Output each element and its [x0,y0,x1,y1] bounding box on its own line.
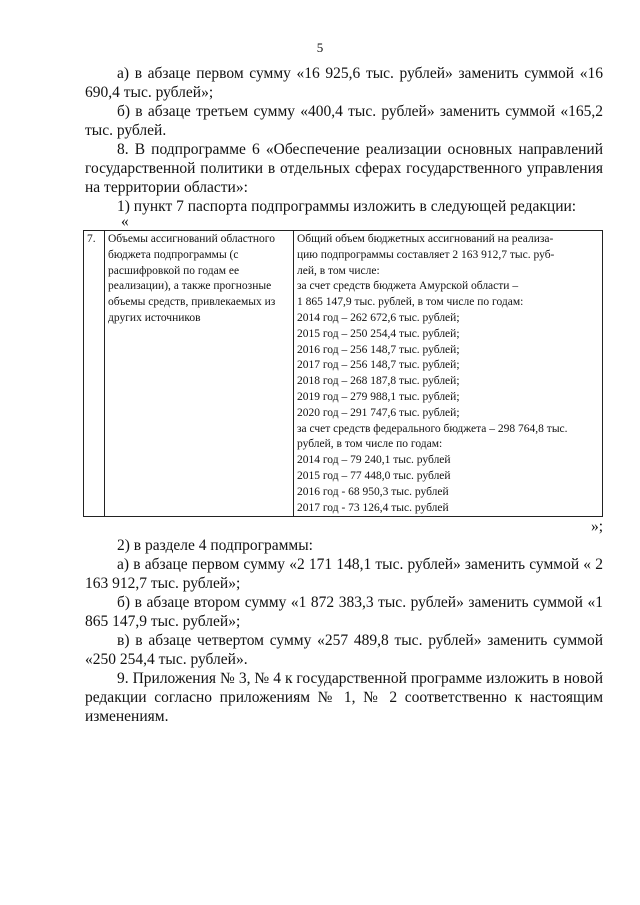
value-line: лей, в том числе: [297,264,380,277]
value-line: за счет средств бюджета Амурской области – [297,280,519,293]
row-name-cell: Объемы ассигнований областного бюджета подпрограммы (с расшифровкой по годам ее реализации), а также прогнозные объемы средств, привлекаемых из других источников [105,231,294,517]
paragraph-a-first: а) в абзаце первом сумму «16 925,6 тыс. рублей» заменить суммой «16 690,4 тыс. рублей»; [85,65,603,101]
paragraph-b-third: б) в абзаце третьем сумму «400,4 тыс. рублей» заменить суммой «165,2 тыс. рублей. [85,103,603,139]
value-line: 2016 год - 68 950,3 тыс. рублей [297,485,449,498]
value-line: 2015 год – 250 254,4 тыс. рублей; [297,327,460,340]
paragraph-a-section4: а) в абзаце первом сумму «2 171 148,1 тыс. рублей» заменить суммой « 2 163 912,7 тыс. рублей»; [85,556,603,593]
row-value-cell [294,231,603,517]
document-body [85,64,603,726]
value-line: 2018 год – 268 187,8 тыс. рублей; [297,375,460,388]
value-line: 2017 год – 256 148,7 тыс. рублей; [297,359,460,372]
passport-table [83,230,603,517]
value-line: 2014 год – 79 240,1 тыс. рублей [297,454,451,467]
value-line: 2017 год - 73 126,4 тыс. рублей [297,501,449,514]
value-line: Общий объем бюджетных ассигнований на реализа- [297,233,554,245]
paragraph-item-8: 8. В подпрограмме 6 «Обеспечение реализации основных направлений государственной политики в отдельных сферах государственного управления на территории области»: [85,141,603,196]
opening-quote: « [121,213,129,230]
value-line: 1 865 147,9 тыс. рублей, в том числе по годам: [297,296,524,309]
value-line: цию подпрограммы составляет 2 163 912,7 тыс. руб- [297,248,555,261]
page-number: 5 [316,40,324,55]
value-line: 2020 год – 291 747,6 тыс. рублей; [297,406,460,419]
value-line: рублей, в том числе по годам: [297,438,443,451]
paragraph-item-8-1: 1) пункт 7 паспорта подпрограммы изложить в следующей редакции: [117,198,577,215]
row-number-cell: 7. [84,231,105,517]
paragraph-b-section4: б) в абзаце втором сумму «1 872 383,3 тыс. рублей» заменить суммой «1 865 147,9 тыс. рублей»; [85,594,603,631]
value-line: 2014 год – 262 672,6 тыс. рублей; [297,311,460,324]
paragraph-v-section4: в) в абзаце четвертом сумму «257 489,8 тыс. рублей» заменить суммой «250 254,4 тыс. рублей». [85,632,603,669]
table-row [84,231,603,517]
value-line: за счет средств федерального бюджета – 298 764,8 тыс. [297,422,568,435]
closing-quote: »; [590,518,603,536]
value-line: 2019 год – 279 988,1 тыс. рублей; [297,390,460,403]
paragraph-item-9: 9. Приложения № 3, № 4 к государственной программе изложить в новой редакции согласно приложениям № 1, № 2 соответственно к настоящим изменениям. [85,670,603,726]
value-line: 2015 год – 77 448,0 тыс. рублей [297,469,451,482]
paragraph-item-8-2: 2) в разделе 4 подпрограммы: [117,537,313,555]
value-line: 2016 год – 256 148,7 тыс. рублей; [297,343,460,356]
